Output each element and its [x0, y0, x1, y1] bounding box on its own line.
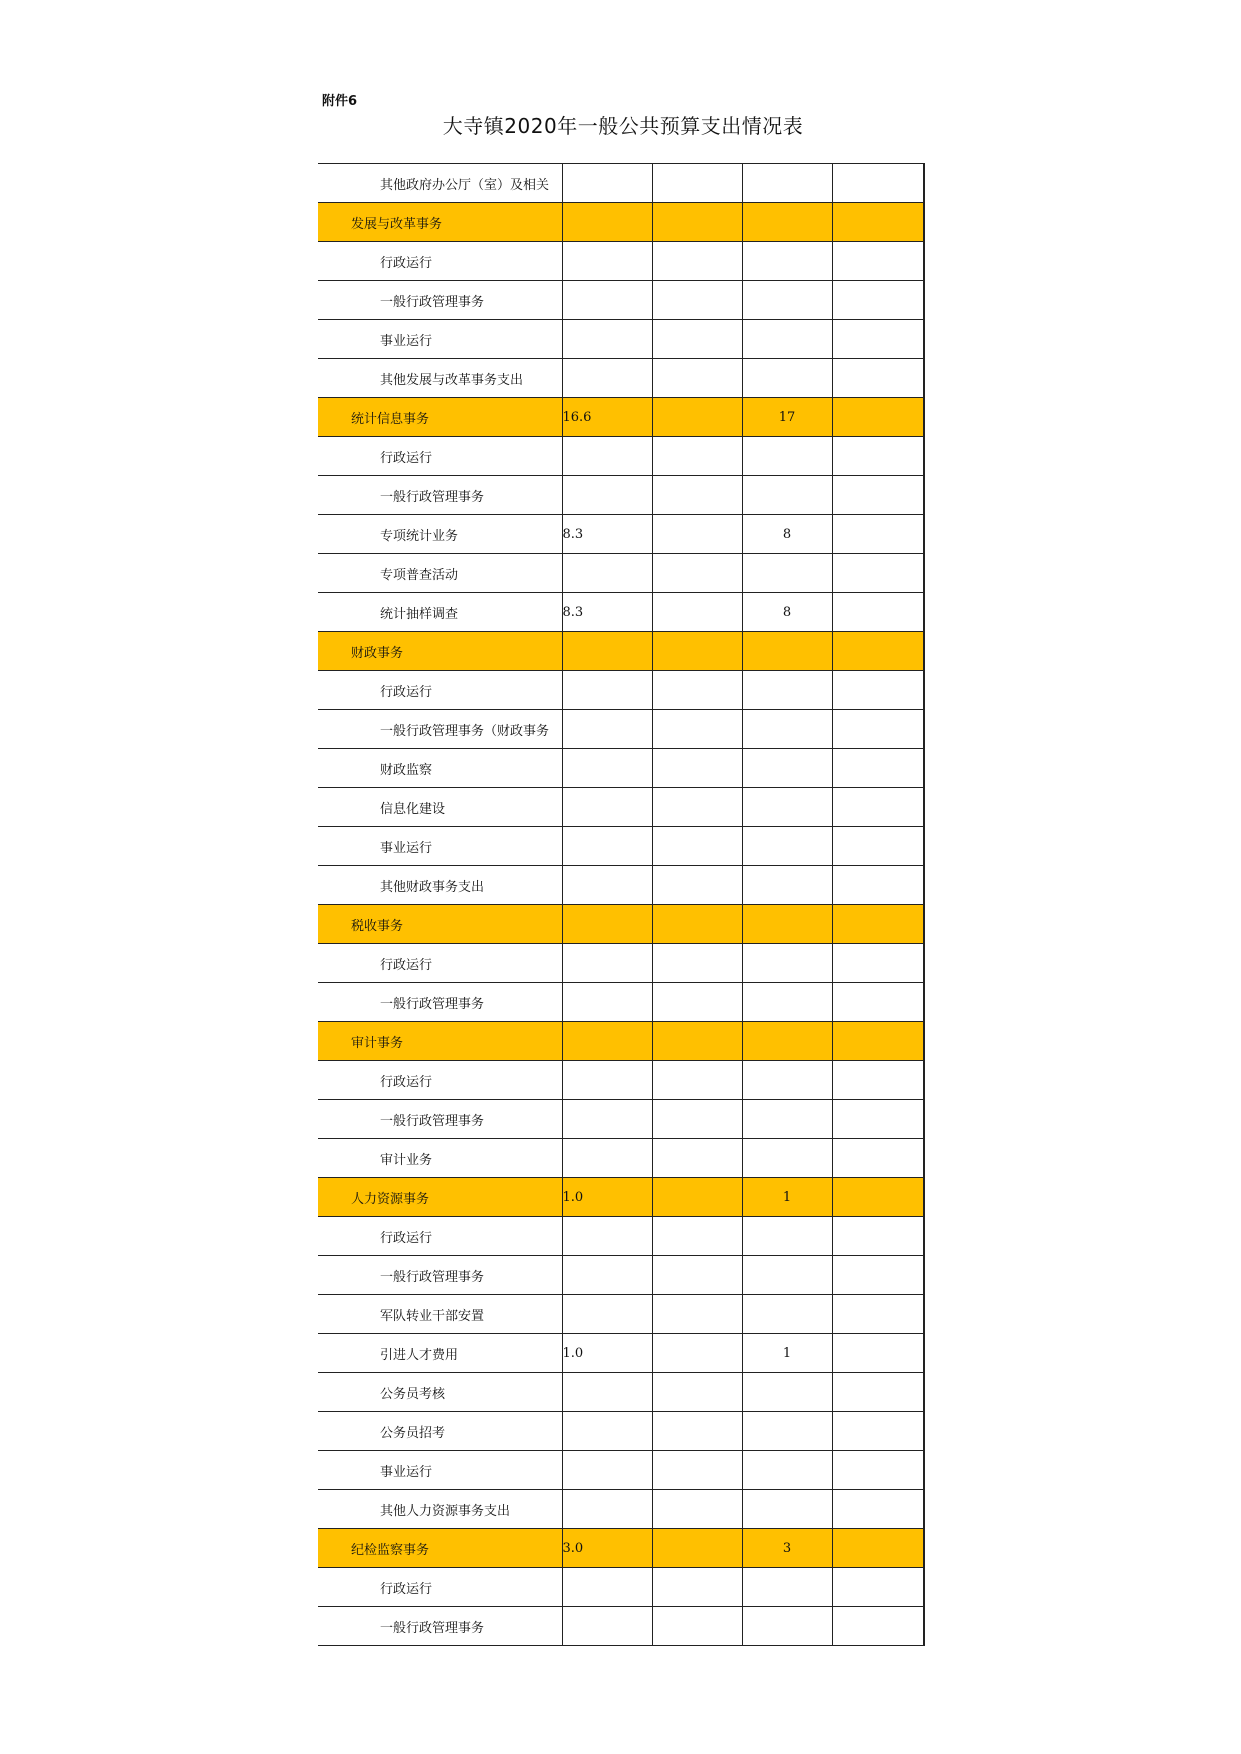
amount-cell-2	[652, 1334, 742, 1373]
item-name-cell: 税收事务	[318, 905, 562, 944]
amount-cell-3	[742, 1373, 832, 1412]
budget-table-body	[318, 164, 924, 1646]
amount-cell-4	[832, 632, 924, 671]
amount-cell-2	[652, 437, 742, 476]
amount-cell-1	[562, 983, 652, 1022]
amount-cell-3	[742, 632, 832, 671]
table-row	[318, 1607, 924, 1646]
amount-cell-1	[562, 905, 652, 944]
item-name-cell: 行政运行	[318, 944, 562, 983]
amount-cell-1	[562, 164, 652, 203]
amount-cell-3	[742, 983, 832, 1022]
amount-cell-3	[742, 203, 832, 242]
amount-cell-3	[742, 281, 832, 320]
amount-cell-1	[562, 1100, 652, 1139]
amount-cell-2	[652, 1412, 742, 1451]
amount-cell-3	[742, 827, 832, 866]
amount-cell-3	[742, 476, 832, 515]
item-name-cell: 专项普查活动	[318, 554, 562, 593]
amount-cell-2	[652, 1373, 742, 1412]
amount-cell-4	[832, 749, 924, 788]
amount-cell-1	[562, 788, 652, 827]
item-name-cell: 行政运行	[318, 1217, 562, 1256]
amount-cell-1	[562, 1139, 652, 1178]
amount-cell-2	[652, 281, 742, 320]
table-row	[318, 164, 924, 203]
amount-cell-3	[742, 1490, 832, 1529]
table-row	[318, 515, 924, 554]
amount-cell-3	[742, 359, 832, 398]
amount-cell-1	[562, 1412, 652, 1451]
amount-cell-4	[832, 1217, 924, 1256]
item-name-cell: 财政监察	[318, 749, 562, 788]
table-row	[318, 1217, 924, 1256]
amount-cell-4	[832, 242, 924, 281]
amount-cell-1	[562, 476, 652, 515]
table-row	[318, 1568, 924, 1607]
amount-cell-4	[832, 1568, 924, 1607]
amount-cell-2	[652, 1451, 742, 1490]
item-name-cell: 行政运行	[318, 1061, 562, 1100]
item-name-cell: 公务员考核	[318, 1373, 562, 1412]
amount-cell-3	[742, 437, 832, 476]
amount-cell-1	[562, 320, 652, 359]
amount-cell-1	[562, 944, 652, 983]
amount-cell-2	[652, 554, 742, 593]
amount-cell-3: 17	[742, 398, 832, 437]
amount-cell-2	[652, 359, 742, 398]
amount-cell-3	[742, 905, 832, 944]
item-name-cell: 专项统计业务	[318, 515, 562, 554]
amount-cell-3	[742, 749, 832, 788]
item-name-cell: 公务员招考	[318, 1412, 562, 1451]
table-row	[318, 554, 924, 593]
amount-cell-3	[742, 1022, 832, 1061]
amount-cell-1	[562, 1568, 652, 1607]
table-row	[318, 983, 924, 1022]
category-row	[318, 203, 924, 242]
amount-cell-4	[832, 1061, 924, 1100]
item-name-cell: 其他发展与改革事务支出	[318, 359, 562, 398]
amount-cell-2	[652, 398, 742, 437]
table-row	[318, 242, 924, 281]
item-name-cell: 引进人才费用	[318, 1334, 562, 1373]
amount-cell-3	[742, 1451, 832, 1490]
amount-cell-1	[562, 437, 652, 476]
amount-cell-1	[562, 203, 652, 242]
table-row	[318, 1334, 924, 1373]
item-name-cell: 行政运行	[318, 437, 562, 476]
item-name-cell: 财政事务	[318, 632, 562, 671]
amount-cell-4	[832, 710, 924, 749]
amount-cell-1	[562, 1373, 652, 1412]
item-name-cell: 一般行政管理事务	[318, 1607, 562, 1646]
amount-cell-2	[652, 242, 742, 281]
amount-cell-1	[562, 1256, 652, 1295]
amount-cell-4	[832, 905, 924, 944]
table-row	[318, 944, 924, 983]
amount-cell-4	[832, 983, 924, 1022]
table-row	[318, 1490, 924, 1529]
amount-cell-2	[652, 1607, 742, 1646]
amount-cell-2	[652, 1178, 742, 1217]
amount-cell-4	[832, 554, 924, 593]
table-row	[318, 593, 924, 632]
amount-cell-1	[562, 1022, 652, 1061]
amount-cell-1	[562, 710, 652, 749]
table-row	[318, 1100, 924, 1139]
amount-cell-3	[742, 164, 832, 203]
attachment-label: 附件6	[322, 94, 358, 109]
amount-cell-2	[652, 1256, 742, 1295]
amount-cell-4	[832, 437, 924, 476]
amount-cell-4	[832, 1412, 924, 1451]
category-row	[318, 1022, 924, 1061]
table-row	[318, 476, 924, 515]
amount-cell-1: 1.0	[562, 1334, 652, 1373]
amount-cell-4	[832, 593, 924, 632]
amount-cell-4	[832, 671, 924, 710]
item-name-cell: 发展与改革事务	[318, 203, 562, 242]
amount-cell-1: 8.3	[562, 593, 652, 632]
page-title: 大寺镇2020年一般公共预算支出情况表	[442, 114, 804, 138]
amount-cell-2	[652, 632, 742, 671]
item-name-cell: 一般行政管理事务	[318, 1256, 562, 1295]
amount-cell-4	[832, 1139, 924, 1178]
amount-cell-1	[562, 866, 652, 905]
table-row	[318, 1451, 924, 1490]
item-name-cell: 信息化建设	[318, 788, 562, 827]
amount-cell-1: 1.0	[562, 1178, 652, 1217]
amount-cell-1	[562, 359, 652, 398]
table-row	[318, 1256, 924, 1295]
item-name-cell: 审计事务	[318, 1022, 562, 1061]
amount-cell-4	[832, 398, 924, 437]
item-name-cell: 其他人力资源事务支出	[318, 1490, 562, 1529]
amount-cell-2	[652, 1295, 742, 1334]
amount-cell-4	[832, 203, 924, 242]
table-row	[318, 1373, 924, 1412]
amount-cell-3: 3	[742, 1529, 832, 1568]
amount-cell-1	[562, 827, 652, 866]
table-row	[318, 710, 924, 749]
budget-table	[318, 163, 925, 1646]
category-row	[318, 1529, 924, 1568]
table-row	[318, 437, 924, 476]
amount-cell-1: 16.6	[562, 398, 652, 437]
amount-cell-3	[742, 1568, 832, 1607]
table-row	[318, 1061, 924, 1100]
amount-cell-3: 1	[742, 1178, 832, 1217]
amount-cell-1	[562, 1607, 652, 1646]
table-row	[318, 749, 924, 788]
amount-cell-3	[742, 1100, 832, 1139]
table-row	[318, 359, 924, 398]
amount-cell-4	[832, 788, 924, 827]
amount-cell-1: 8.3	[562, 515, 652, 554]
item-name-cell: 一般行政管理事务（财政事务	[318, 710, 562, 749]
table-row	[318, 671, 924, 710]
item-name-cell: 一般行政管理事务	[318, 476, 562, 515]
amount-cell-1	[562, 1451, 652, 1490]
item-name-cell: 统计抽样调查	[318, 593, 562, 632]
amount-cell-3	[742, 788, 832, 827]
amount-cell-4	[832, 1373, 924, 1412]
table-row	[318, 1412, 924, 1451]
amount-cell-4	[832, 1451, 924, 1490]
amount-cell-3: 8	[742, 515, 832, 554]
item-name-cell: 行政运行	[318, 1568, 562, 1607]
amount-cell-2	[652, 944, 742, 983]
item-name-cell: 军队转业干部安置	[318, 1295, 562, 1334]
amount-cell-4	[832, 1607, 924, 1646]
table-row	[318, 866, 924, 905]
amount-cell-2	[652, 1139, 742, 1178]
amount-cell-4	[832, 1178, 924, 1217]
amount-cell-2	[652, 788, 742, 827]
amount-cell-3	[742, 944, 832, 983]
amount-cell-1	[562, 1295, 652, 1334]
item-name-cell: 一般行政管理事务	[318, 281, 562, 320]
amount-cell-2	[652, 1061, 742, 1100]
amount-cell-2	[652, 593, 742, 632]
amount-cell-3	[742, 1256, 832, 1295]
amount-cell-1	[562, 671, 652, 710]
item-name-cell: 人力资源事务	[318, 1178, 562, 1217]
amount-cell-2	[652, 866, 742, 905]
amount-cell-3	[742, 866, 832, 905]
amount-cell-4	[832, 1022, 924, 1061]
amount-cell-3	[742, 242, 832, 281]
amount-cell-2	[652, 164, 742, 203]
amount-cell-4	[832, 164, 924, 203]
amount-cell-2	[652, 203, 742, 242]
amount-cell-2	[652, 983, 742, 1022]
amount-cell-3	[742, 1217, 832, 1256]
amount-cell-4	[832, 866, 924, 905]
amount-cell-2	[652, 515, 742, 554]
amount-cell-2	[652, 1490, 742, 1529]
amount-cell-1	[562, 1217, 652, 1256]
amount-cell-3	[742, 1139, 832, 1178]
item-name-cell: 行政运行	[318, 671, 562, 710]
amount-cell-2	[652, 710, 742, 749]
table-row	[318, 281, 924, 320]
amount-cell-2	[652, 1100, 742, 1139]
item-name-cell: 事业运行	[318, 1451, 562, 1490]
amount-cell-3	[742, 1607, 832, 1646]
item-name-cell: 统计信息事务	[318, 398, 562, 437]
item-name-cell: 纪检监察事务	[318, 1529, 562, 1568]
amount-cell-3	[742, 554, 832, 593]
category-row	[318, 398, 924, 437]
amount-cell-2	[652, 320, 742, 359]
amount-cell-2	[652, 671, 742, 710]
item-name-cell: 事业运行	[318, 827, 562, 866]
amount-cell-4	[832, 359, 924, 398]
amount-cell-3: 8	[742, 593, 832, 632]
amount-cell-3	[742, 671, 832, 710]
category-row	[318, 1178, 924, 1217]
amount-cell-2	[652, 1217, 742, 1256]
amount-cell-2	[652, 905, 742, 944]
amount-cell-4	[832, 476, 924, 515]
item-name-cell: 审计业务	[318, 1139, 562, 1178]
amount-cell-4	[832, 1100, 924, 1139]
item-name-cell: 行政运行	[318, 242, 562, 281]
amount-cell-4	[832, 944, 924, 983]
item-name-cell: 事业运行	[318, 320, 562, 359]
amount-cell-3	[742, 1061, 832, 1100]
table-row	[318, 320, 924, 359]
amount-cell-3	[742, 710, 832, 749]
amount-cell-3	[742, 1412, 832, 1451]
item-name-cell: 一般行政管理事务	[318, 983, 562, 1022]
table-row	[318, 1295, 924, 1334]
amount-cell-1: 3.0	[562, 1529, 652, 1568]
amount-cell-2	[652, 476, 742, 515]
amount-cell-1	[562, 1490, 652, 1529]
item-name-cell: 其他政府办公厅（室）及相关	[318, 164, 562, 203]
amount-cell-2	[652, 827, 742, 866]
amount-cell-4	[832, 1334, 924, 1373]
amount-cell-1	[562, 749, 652, 788]
amount-cell-2	[652, 1529, 742, 1568]
amount-cell-4	[832, 515, 924, 554]
category-row	[318, 632, 924, 671]
item-name-cell: 一般行政管理事务	[318, 1100, 562, 1139]
amount-cell-4	[832, 1256, 924, 1295]
amount-cell-1	[562, 281, 652, 320]
amount-cell-4	[832, 1529, 924, 1568]
amount-cell-1	[562, 554, 652, 593]
amount-cell-3: 1	[742, 1334, 832, 1373]
amount-cell-1	[562, 632, 652, 671]
amount-cell-4	[832, 1295, 924, 1334]
amount-cell-4	[832, 320, 924, 359]
amount-cell-4	[832, 281, 924, 320]
amount-cell-2	[652, 1022, 742, 1061]
amount-cell-1	[562, 1061, 652, 1100]
amount-cell-3	[742, 320, 832, 359]
amount-cell-4	[832, 1490, 924, 1529]
item-name-cell: 其他财政事务支出	[318, 866, 562, 905]
table-row	[318, 1139, 924, 1178]
category-row	[318, 905, 924, 944]
amount-cell-4	[832, 827, 924, 866]
amount-cell-3	[742, 1295, 832, 1334]
amount-cell-2	[652, 1568, 742, 1607]
table-row	[318, 827, 924, 866]
amount-cell-1	[562, 242, 652, 281]
table-row	[318, 788, 924, 827]
amount-cell-2	[652, 749, 742, 788]
